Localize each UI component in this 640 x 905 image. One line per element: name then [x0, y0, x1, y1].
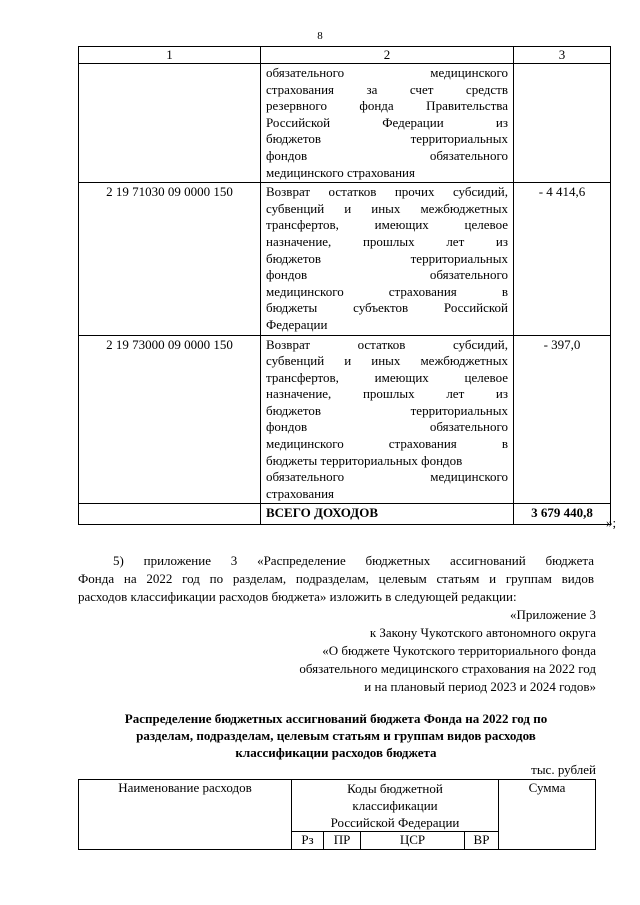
- description-line: назначение, прошлых лет из: [266, 386, 508, 402]
- description-line: трансфертов, имеющих целевое: [266, 217, 508, 233]
- description-line: бюджетов территориальных: [266, 131, 508, 147]
- row-description: [261, 335, 514, 504]
- description-line: бюджеты субъектов Российской: [266, 300, 508, 316]
- description-line: медицинского страхования в: [266, 436, 508, 452]
- description-line: Возврат остатков субсидий,: [266, 336, 508, 352]
- row-sum: - 397,0: [514, 335, 611, 504]
- row-sum: [514, 64, 611, 183]
- appendix-line: к Закону Чукотского автономного округа: [369, 625, 596, 640]
- amendment-paragraph: [78, 552, 594, 606]
- description-line: страхования: [266, 485, 335, 501]
- total-label: ВСЕГО ДОХОДОВ: [261, 504, 514, 525]
- total-row: [79, 504, 611, 525]
- description-line: субвенций и иных межбюджетных: [266, 353, 508, 369]
- appendix-line: «О бюджете Чукотского территориального фонда: [322, 643, 596, 658]
- subheader-vr: ВР: [465, 832, 499, 850]
- sum-header: Сумма: [499, 780, 596, 850]
- description-line: назначение, прошлых лет из: [266, 233, 508, 249]
- paragraph-line: Фонда на 2022 год по разделам, подразделам, целевым статьям и группам видов: [78, 571, 594, 586]
- table-header-row: [79, 780, 596, 832]
- subheader-rz: Рз: [292, 832, 324, 850]
- description-line: трансфертов, имеющих целевое: [266, 369, 508, 385]
- budget-code: 2 19 71030 09 0000 150: [79, 183, 261, 335]
- header-col-2: 2: [261, 47, 514, 64]
- description-line: фондов обязательного: [266, 147, 508, 163]
- title-line: классификации расходов бюджета: [235, 745, 437, 760]
- codes-header-line: Российской Федерации: [330, 815, 460, 830]
- title-line: разделам, подразделам, целевым статьям и группам видов расходов: [136, 728, 536, 743]
- row-description: [261, 64, 514, 183]
- codes-header: [292, 780, 499, 832]
- description-line: Возврат остатков прочих субсидий,: [266, 184, 508, 200]
- paragraph-line: расходов классификации расходов бюджета» изложить в следующей редакции:: [78, 589, 517, 604]
- budget-code: 2 19 73000 09 0000 150: [79, 335, 261, 504]
- table-header-row: [79, 47, 611, 64]
- description-line: бюджетов территориальных: [266, 250, 508, 266]
- appendix-line: «Приложение 3: [509, 607, 596, 622]
- total-code-cell: [79, 504, 261, 525]
- name-header: Наименование расходов: [79, 780, 292, 850]
- codes-header-line: классификации: [352, 798, 438, 813]
- budget-code: [79, 64, 261, 183]
- description-line: обязательного медицинского: [266, 469, 508, 485]
- table-row: [79, 335, 611, 504]
- appendix-line: и на плановый период 2023 и 2024 годов»: [364, 679, 596, 694]
- description-line: резервного фонда Правительства: [266, 98, 508, 114]
- page-number: 8: [317, 30, 323, 42]
- description-line: обязательного медицинского: [266, 65, 508, 80]
- description-line: фондов обязательного: [266, 419, 508, 435]
- description-line: медицинского страхования в: [266, 283, 508, 299]
- paragraph-line: 5) приложение 3 «Распределение бюджетных ассигнований бюджета: [113, 553, 594, 568]
- row-description: [261, 183, 514, 335]
- table-row: [79, 183, 611, 335]
- row-sum: - 4 414,6: [514, 183, 611, 335]
- subheader-pr: ПР: [324, 832, 361, 850]
- table-row: [79, 64, 611, 183]
- units-label: тыс. рублей: [531, 762, 596, 777]
- appendix-header: [299, 606, 596, 696]
- total-value: 3 679 440,8: [514, 504, 611, 525]
- revenue-table: [78, 46, 611, 525]
- appendix-line: обязательного медицинского страхования на 2022 год: [299, 661, 596, 676]
- expenses-table: [78, 779, 596, 850]
- description-line: Федерации: [266, 316, 328, 332]
- header-col-3: 3: [514, 47, 611, 64]
- header-col-1: 1: [79, 47, 261, 64]
- description-line: страхования за счет средств: [266, 81, 508, 97]
- subheader-csr: ЦСР: [361, 832, 465, 850]
- description-line: субвенций и иных межбюджетных: [266, 200, 508, 216]
- closing-quote: »;: [606, 515, 617, 530]
- description-line: Российской Федерации из: [266, 114, 508, 130]
- document-title: [78, 710, 594, 761]
- codes-header-line: Коды бюджетной: [347, 781, 443, 796]
- description-line: фондов обязательного: [266, 267, 508, 283]
- description-line: бюджетов территориальных: [266, 402, 508, 418]
- description-line: медицинского страхования: [266, 164, 415, 180]
- description-line: бюджеты территориальных фондов: [266, 452, 463, 468]
- title-line: Распределение бюджетных ассигнований бюджета Фонда на 2022 год по: [124, 711, 548, 726]
